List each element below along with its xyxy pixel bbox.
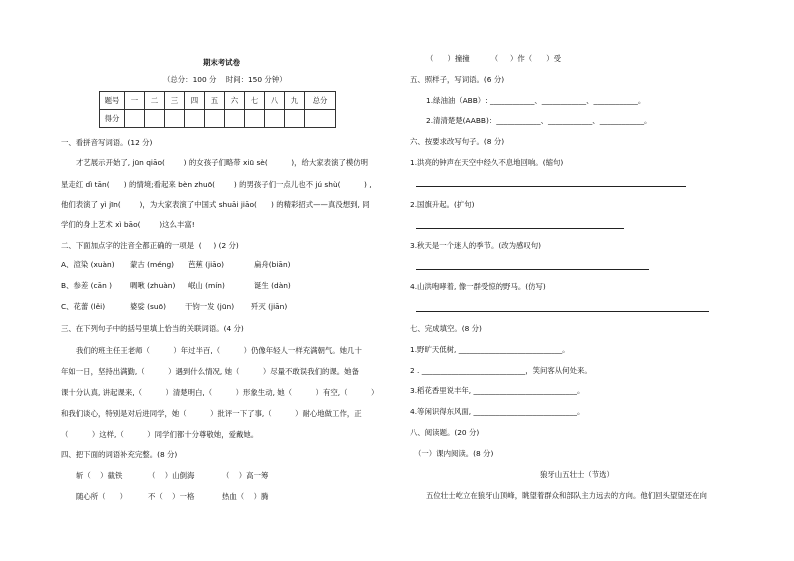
q2-option-c-3: 干钧一发 (jūn) [185, 302, 235, 311]
q5-line: 2.清清楚楚(AABB)：____________、____________、____________。 [426, 116, 652, 125]
q7-item: 1.野旷天低树, ____________________________。 [410, 345, 570, 354]
q2-option-b-2: 啁啾 (zhuàn) [130, 281, 176, 290]
q6-heading: 六、按要求改写句子。(8 分) [410, 137, 505, 146]
answer-line[interactable] [416, 311, 709, 312]
q1-line: 学们的身上艺术 xì bāo( )这么丰富! [61, 220, 195, 229]
q7-item: 3.稻花香里说丰年, ____________________________。 [410, 386, 585, 395]
page-title: 期末考试卷 [203, 58, 240, 67]
q3-line: （ ）这样,（ ）同学们都十分尊敬她，爱戴她。 [61, 430, 259, 439]
score-cell[interactable] [285, 110, 305, 128]
q7-heading: 七、完成填空。(8 分) [410, 324, 482, 333]
q1-line: 星走红 dì tān( ) 的情境;看起来 bèn zhuō( ) 的男孩子们一点儿也不 jú shù( ) , [61, 180, 372, 189]
passage-text: 五位壮士屹立在狼牙山顶峰，眺望着群众和部队主力远去的方向。他们回头望望还在向 [426, 491, 707, 500]
score-row-label: 得分 [100, 110, 125, 128]
q3-line: 课十分认真, 讲起课来,（ ）清楚明白,（ ）形象生动, 她（ ）有空,（ ） [61, 388, 379, 397]
q2-option-c-1: C、花蕾 (lěi) [61, 302, 106, 311]
q4-item: 热血（ ）腾 [222, 492, 269, 501]
score-cell[interactable] [165, 110, 185, 128]
answer-line[interactable] [416, 269, 649, 270]
q5-heading: 五、照样子，写词语。(6 分) [410, 75, 505, 84]
score-table [99, 91, 336, 128]
score-table-score-row [100, 110, 336, 128]
score-header-cell: 一 [125, 92, 145, 110]
score-header-cell: 五 [205, 92, 225, 110]
q4-continued-line: （ ）撞撞 （ ）作（ ）受 [426, 54, 561, 63]
q3-line: 和我们谈心，特别是对后进同学，她（ ）批评一下了事,（ ）耐心地做工作，正 [61, 409, 362, 418]
answer-line[interactable] [416, 186, 686, 187]
q3-line: 我们的班主任王老师（ ）年过半百,（ ）仍像年轻人一样充满朝气。她几十 [76, 346, 362, 355]
q2-option-a-3: 芭蕉 (jiāo) [188, 260, 225, 269]
exam-info: （总分：100 分 时间：150 分钟） [163, 75, 287, 84]
q4-item: 随心所（ ） [76, 492, 128, 501]
score-header-cell: 九 [285, 92, 305, 110]
score-header-cell: 七 [245, 92, 265, 110]
q4-heading: 四、把下面的词语补充完整。(8 分) [61, 450, 178, 459]
score-table-header-row [100, 92, 336, 110]
q5-line: 1.绿油油（ABB）: ____________、____________、____________。 [426, 96, 646, 105]
q6-item: 2.国旗升起。(扩句) [410, 200, 475, 209]
q2-option-c-4: 歼灭 (jiān) [251, 302, 288, 311]
q2-option-b-1: B、参差 (cān ) [61, 281, 112, 290]
q4-item: （ ）高一筹 [222, 471, 269, 480]
score-cell[interactable] [125, 110, 145, 128]
q3-line: 年如一日，坚持出满勤,（ ）遇到什么情况, 她（ ）尽量不敢误我们的课。她备 [61, 367, 359, 376]
q2-heading: 二、下面加点字的注音全都正确的一项是 ( ) (2 分) [61, 241, 239, 250]
q6-item: 4.山洪咆哮着, 像一群受惊的野马。(仿写) [410, 282, 546, 291]
score-header-cell: 四 [185, 92, 205, 110]
score-header-cell: 总分 [305, 92, 336, 110]
q2-option-b-4: 诞生 (dàn) [254, 281, 291, 290]
q6-item: 1.洪亮的钟声在天空中经久不息地回响。(缩句) [410, 158, 564, 167]
score-header-cell: 题号 [100, 92, 125, 110]
q3-heading: 三、在下列句子中的括号里填上恰当的关联词语。(4 分) [61, 324, 244, 333]
q1-line: 他们表演了 yì jīn( )，为大家表演了中国式 shuāi jiāo( ) 的精彩招式——真没想到, 同 [61, 200, 370, 209]
score-cell[interactable] [185, 110, 205, 128]
q2-option-b-3: 岷山 (mín) [188, 281, 225, 290]
score-cell[interactable] [145, 110, 165, 128]
q4-item: （ ）山倒海 [148, 471, 195, 480]
q2-option-a-2: 蒙古 (méng) [130, 260, 175, 269]
score-cell[interactable] [205, 110, 225, 128]
score-header-cell: 六 [225, 92, 245, 110]
score-cell[interactable] [245, 110, 265, 128]
q6-item: 3.秋天是一个迷人的季节。(改为感叹句) [410, 241, 542, 250]
q8-heading: 八、阅读题。(20 分) [410, 428, 480, 437]
score-header-cell: 二 [145, 92, 165, 110]
q8-subheading: （一）课内阅读。(8 分) [414, 449, 494, 458]
q1-line: 才艺展示开始了, jūn qiāo( ) 的女孩子们略带 xiū sè( )，给大家表演了模仿明 [76, 158, 369, 167]
q1-heading: 一、看拼音写词语。(12 分) [61, 138, 153, 147]
score-header-cell: 三 [165, 92, 185, 110]
q2-option-a-4: 扁舟(biān) [254, 260, 291, 269]
passage-title: 狼牙山五壮士（节选） [540, 470, 614, 479]
q7-item: 2 . ____________________________，笑问客从何处来。 [410, 366, 592, 375]
score-header-cell: 八 [265, 92, 285, 110]
score-cell[interactable] [265, 110, 285, 128]
score-cell[interactable] [305, 110, 336, 128]
answer-line[interactable] [416, 228, 624, 229]
q4-item: 不（ ）一格 [148, 492, 195, 501]
q4-item: 斩（ ）截铁 [76, 471, 123, 480]
q2-option-a-1: A、渲染 (xuàn) [61, 260, 115, 269]
q7-item: 4.等闲识得东风面, ____________________________。 [410, 407, 585, 416]
q2-option-c-2: 婆娑 (suō) [130, 302, 166, 311]
score-cell[interactable] [225, 110, 245, 128]
